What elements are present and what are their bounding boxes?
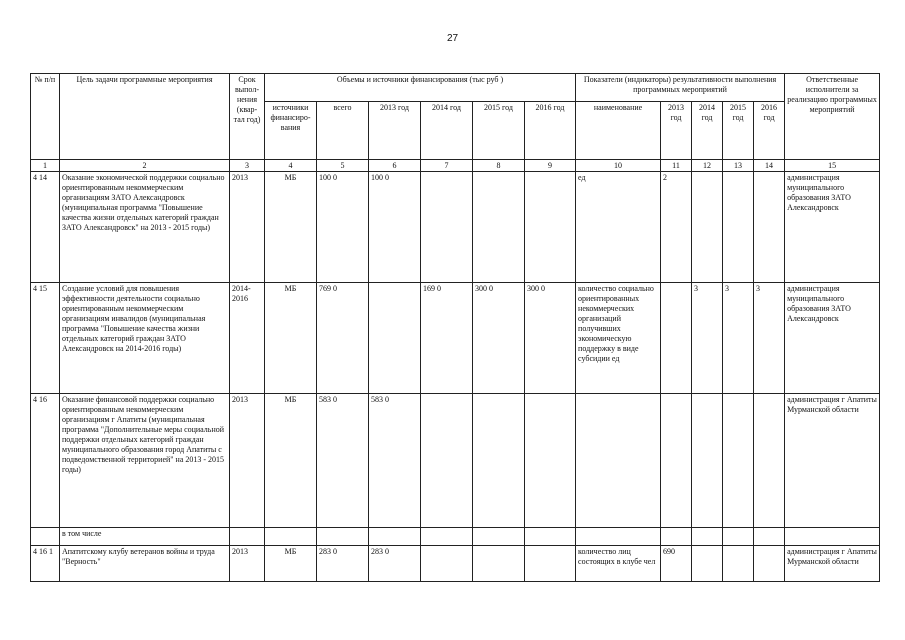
cell-2016 <box>525 172 576 283</box>
cell-indicator-2016 <box>754 528 785 546</box>
header-indicator-2014: 2014 год <box>692 102 723 160</box>
header-2014: 2014 год <box>421 102 473 160</box>
table-row <box>31 394 880 528</box>
cell-indicator-2013 <box>661 283 692 394</box>
cell-indicator-name <box>576 394 661 528</box>
cell-2013: 100 0 <box>369 172 421 283</box>
cell-indicator-2016 <box>754 546 785 582</box>
cell-goal: Создание условий для повышения эффективности деятельности социально ориентированным некоммерческим организациям инвалидов (муниципальная программа "Повышение качества жизни отдельных категорий граждан ЗАТО Александровск на 2014-2016 годы) <box>60 283 230 394</box>
cell-source: МБ <box>265 546 317 582</box>
column-number: 7 <box>421 160 473 172</box>
table-row <box>31 528 880 546</box>
cell-2013: 283 0 <box>369 546 421 582</box>
cell-total: 283 0 <box>317 546 369 582</box>
column-number: 10 <box>576 160 661 172</box>
header-sources: источники финансиро-вания <box>265 102 317 160</box>
cell-indicator-name: количество лиц состоящих в клубе чел <box>576 546 661 582</box>
cell-indicator-name <box>576 528 661 546</box>
column-number: 13 <box>723 160 754 172</box>
cell-total: 583 0 <box>317 394 369 528</box>
cell-indicator-name: количество социально ориентированных некоммерческих организаций получивших экономическую поддержку в виде субсидии ед <box>576 283 661 394</box>
cell-2016 <box>525 394 576 528</box>
cell-indicator-2013: 690 <box>661 546 692 582</box>
cell-indicator-2013: 2 <box>661 172 692 283</box>
column-number: 1 <box>31 160 60 172</box>
header-funding: Объемы и источники финансирования (тыс руб ) <box>265 74 576 102</box>
cell-2015 <box>473 546 525 582</box>
header-indicator-2016: 2016 год <box>754 102 785 160</box>
cell-source: МБ <box>265 394 317 528</box>
cell-term: 2014-2016 <box>230 283 265 394</box>
cell-indicator-2014 <box>692 546 723 582</box>
column-number: 3 <box>230 160 265 172</box>
header-indicator-name: наименование <box>576 102 661 160</box>
header-2016: 2016 год <box>525 102 576 160</box>
header-responsible: Ответственные исполнители за реализацию программных мероприятий <box>785 74 880 160</box>
cell-2014: 169 0 <box>421 283 473 394</box>
cell-no <box>31 528 60 546</box>
cell-indicator-2014 <box>692 172 723 283</box>
cell-source: МБ <box>265 283 317 394</box>
cell-responsible: администрация г Апатиты Мурманской области <box>785 546 880 582</box>
column-number: 2 <box>60 160 230 172</box>
cell-no: 4 14 <box>31 172 60 283</box>
cell-goal: в том числе <box>60 528 230 546</box>
cell-responsible <box>785 528 880 546</box>
cell-indicator-2013 <box>661 528 692 546</box>
cell-2013: 583 0 <box>369 394 421 528</box>
cell-total: 100 0 <box>317 172 369 283</box>
cell-term <box>230 528 265 546</box>
cell-indicator-2015: 3 <box>723 283 754 394</box>
program-table <box>30 73 880 582</box>
column-number: 15 <box>785 160 880 172</box>
header-indicators: Показатели (индикаторы) результативности выполнения программных мероприятий <box>576 74 785 102</box>
header-goal: Цель задачи программные мероприятия <box>60 74 230 160</box>
cell-goal: Оказание финансовой поддержки социально ориентированным некоммерческим организациям г Апатиты (муниципальная программа "Дополнительные меры социальной поддержки отдельных категорий граждан муниципального образования город Апатиты с подведомственной территорией" на 2013 - 2015 годы) <box>60 394 230 528</box>
cell-2016: 300 0 <box>525 283 576 394</box>
cell-indicator-2013 <box>661 394 692 528</box>
header-no: № п/п <box>31 74 60 160</box>
cell-indicator-2015 <box>723 546 754 582</box>
cell-2013 <box>369 528 421 546</box>
cell-total <box>317 528 369 546</box>
table-row <box>31 172 880 283</box>
header-indicator-2015: 2015 год <box>723 102 754 160</box>
cell-indicator-2014 <box>692 394 723 528</box>
cell-no: 4 15 <box>31 283 60 394</box>
cell-responsible: администрация г Апатиты Мурманской области <box>785 394 880 528</box>
cell-indicator-2016: 3 <box>754 283 785 394</box>
cell-indicator-2015 <box>723 172 754 283</box>
column-number: 12 <box>692 160 723 172</box>
cell-indicator-2016 <box>754 172 785 283</box>
cell-2013 <box>369 283 421 394</box>
column-number: 9 <box>525 160 576 172</box>
cell-indicator-2014: 3 <box>692 283 723 394</box>
cell-2016 <box>525 546 576 582</box>
cell-responsible: администрация муниципального образования ЗАТО Александровск <box>785 172 880 283</box>
cell-total: 769 0 <box>317 283 369 394</box>
cell-2015 <box>473 394 525 528</box>
cell-indicator-2015 <box>723 394 754 528</box>
table-row <box>31 546 880 582</box>
cell-source <box>265 528 317 546</box>
column-number: 4 <box>265 160 317 172</box>
column-number-row <box>31 160 880 172</box>
cell-term: 2013 <box>230 546 265 582</box>
column-number: 8 <box>473 160 525 172</box>
cell-2014 <box>421 528 473 546</box>
cell-2015 <box>473 528 525 546</box>
page-number: 27 <box>446 33 459 44</box>
cell-indicator-2015 <box>723 528 754 546</box>
column-number: 11 <box>661 160 692 172</box>
cell-no: 4 16 1 <box>31 546 60 582</box>
header-2015: 2015 год <box>473 102 525 160</box>
cell-term: 2013 <box>230 394 265 528</box>
cell-2014 <box>421 394 473 528</box>
cell-term: 2013 <box>230 172 265 283</box>
header-2013: 2013 год <box>369 102 421 160</box>
cell-goal: Апатитскому клубу ветеранов войны и труда "Верность" <box>60 546 230 582</box>
column-number: 14 <box>754 160 785 172</box>
cell-indicator-2014 <box>692 528 723 546</box>
cell-2014 <box>421 546 473 582</box>
header-indicator-2013: 2013 год <box>661 102 692 160</box>
cell-2016 <box>525 528 576 546</box>
cell-2015 <box>473 172 525 283</box>
column-number: 6 <box>369 160 421 172</box>
cell-no: 4 16 <box>31 394 60 528</box>
cell-2014 <box>421 172 473 283</box>
cell-goal: Оказание экономической поддержки социально ориентированным некоммерческим организациям ЗАТО Александровск (муниципальная программа "Повышение качества жизни отдельных категорий граждан ЗАТО Александровск" на 2013 - 2015 годы) <box>60 172 230 283</box>
table-header-row <box>31 74 880 102</box>
cell-2015: 300 0 <box>473 283 525 394</box>
header-term: Срок выпол-нения (квар-тал год) <box>230 74 265 160</box>
cell-indicator-name: ед <box>576 172 661 283</box>
cell-responsible: администрация муниципального образования ЗАТО Александровск <box>785 283 880 394</box>
cell-source: МБ <box>265 172 317 283</box>
cell-indicator-2016 <box>754 394 785 528</box>
header-total: всего <box>317 102 369 160</box>
column-number: 5 <box>317 160 369 172</box>
table-row <box>31 283 880 394</box>
